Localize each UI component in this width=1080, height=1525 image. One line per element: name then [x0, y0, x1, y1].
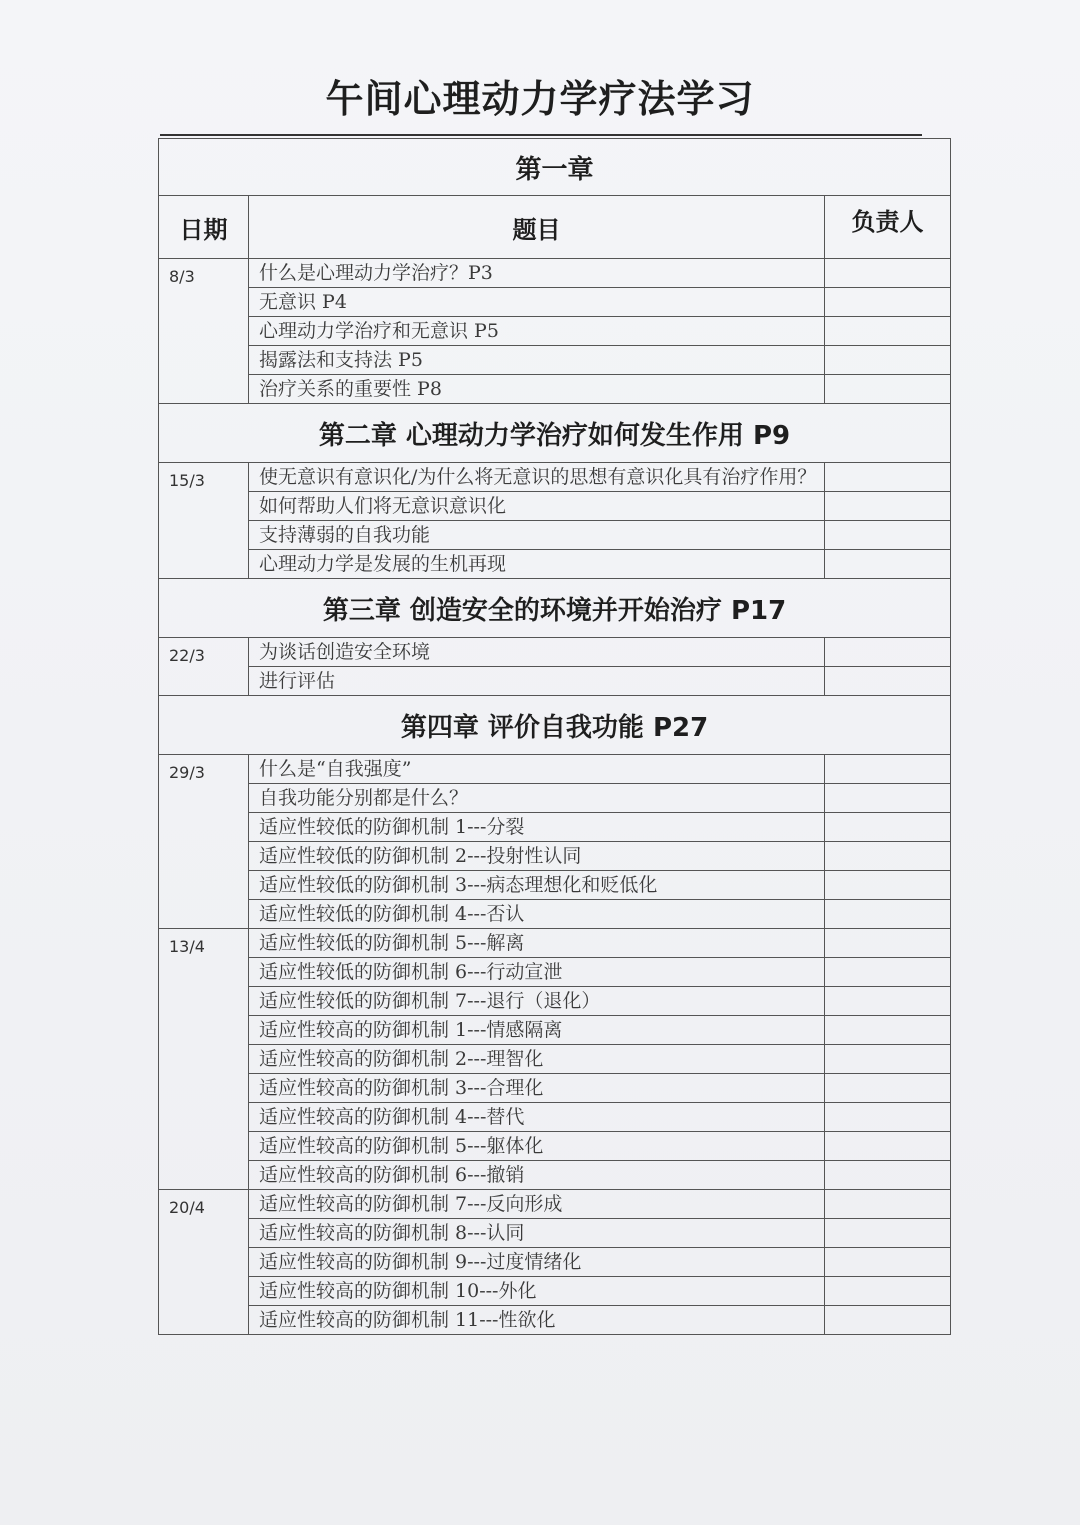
header-row	[159, 196, 951, 259]
topic-cell: 什么是“自我强度”	[249, 755, 825, 784]
topic-cell: 适应性较低的防御机制 4---否认	[249, 900, 825, 929]
topic-cell: 适应性较高的防御机制 9---过度情绪化	[249, 1248, 825, 1277]
table-row	[159, 987, 951, 1016]
chapter-title: 第一章	[159, 139, 951, 196]
topic-cell: 适应性较高的防御机制 7---反向形成	[249, 1190, 825, 1219]
session-date: 13/4	[159, 929, 249, 1190]
owner-cell[interactable]	[825, 784, 951, 813]
topic-cell: 适应性较高的防御机制 2---理智化	[249, 1045, 825, 1074]
topic-cell: 适应性较高的防御机制 6---撤销	[249, 1161, 825, 1190]
chapter-title: 第三章 创造安全的环境并开始治疗 P17	[159, 579, 951, 638]
owner-cell[interactable]	[825, 958, 951, 987]
topic-cell: 适应性较高的防御机制 3---合理化	[249, 1074, 825, 1103]
topic-cell: 如何帮助人们将无意识意识化	[249, 492, 825, 521]
owner-cell[interactable]	[825, 288, 951, 317]
owner-cell[interactable]	[825, 900, 951, 929]
table-row	[159, 463, 951, 492]
table-row	[159, 1074, 951, 1103]
owner-cell[interactable]	[825, 813, 951, 842]
session-date: 20/4	[159, 1190, 249, 1335]
topic-cell: 适应性较高的防御机制 5---躯体化	[249, 1132, 825, 1161]
owner-cell[interactable]	[825, 1016, 951, 1045]
owner-cell[interactable]	[825, 638, 951, 667]
chapter-row	[159, 139, 951, 196]
table-row	[159, 1161, 951, 1190]
table-row	[159, 667, 951, 696]
topic-cell: 适应性较低的防御机制 7---退行（退化）	[249, 987, 825, 1016]
table-row	[159, 317, 951, 346]
table-row	[159, 871, 951, 900]
table-row	[159, 929, 951, 958]
topic-cell: 无意识 P4	[249, 288, 825, 317]
topic-cell: 心理动力学是发展的生机再现	[249, 550, 825, 579]
table-row	[159, 784, 951, 813]
owner-cell[interactable]	[825, 1306, 951, 1335]
owner-cell[interactable]	[825, 1103, 951, 1132]
topic-cell: 适应性较高的防御机制 4---替代	[249, 1103, 825, 1132]
table-row	[159, 521, 951, 550]
table-row	[159, 259, 951, 288]
table-row	[159, 288, 951, 317]
owner-header: 负责人	[825, 196, 951, 259]
table-row	[159, 375, 951, 404]
table-row	[159, 1190, 951, 1219]
topic-cell: 自我功能分别都是什么？	[249, 784, 825, 813]
schedule-table	[158, 138, 951, 1335]
owner-cell[interactable]	[825, 317, 951, 346]
owner-cell[interactable]	[825, 1190, 951, 1219]
topic-cell: 适应性较低的防御机制 2---投射性认同	[249, 842, 825, 871]
table-row	[159, 842, 951, 871]
session-date: 22/3	[159, 638, 249, 696]
session-date: 8/3	[159, 259, 249, 404]
table-row	[159, 1016, 951, 1045]
table-row	[159, 755, 951, 784]
owner-cell[interactable]	[825, 375, 951, 404]
owner-cell[interactable]	[825, 259, 951, 288]
owner-cell[interactable]	[825, 1161, 951, 1190]
chapter-row	[159, 404, 951, 463]
owner-cell[interactable]	[825, 1248, 951, 1277]
topic-cell: 适应性较高的防御机制 11---性欲化	[249, 1306, 825, 1335]
table-row	[159, 958, 951, 987]
owner-cell[interactable]	[825, 1277, 951, 1306]
owner-cell[interactable]	[825, 987, 951, 1016]
topic-cell: 揭露法和支持法 P5	[249, 346, 825, 375]
table-row	[159, 492, 951, 521]
owner-cell[interactable]	[825, 667, 951, 696]
table-row	[159, 813, 951, 842]
topic-cell: 适应性较低的防御机制 1---分裂	[249, 813, 825, 842]
topic-cell: 治疗关系的重要性 P8	[249, 375, 825, 404]
owner-cell[interactable]	[825, 755, 951, 784]
topic-cell: 什么是心理动力学治疗？P3	[249, 259, 825, 288]
owner-cell[interactable]	[825, 1219, 951, 1248]
owner-cell[interactable]	[825, 871, 951, 900]
topic-cell: 适应性较低的防御机制 3---病态理想化和贬低化	[249, 871, 825, 900]
page-title: 午间心理动力学疗法学习	[325, 77, 755, 121]
date-header: 日期	[159, 196, 249, 259]
owner-cell[interactable]	[825, 1132, 951, 1161]
owner-cell[interactable]	[825, 1045, 951, 1074]
topic-header: 题目	[249, 196, 825, 259]
table-row	[159, 1132, 951, 1161]
table-row	[159, 900, 951, 929]
table-row	[159, 1103, 951, 1132]
table-row	[159, 346, 951, 375]
topic-cell: 适应性较高的防御机制 8---认同	[249, 1219, 825, 1248]
owner-cell[interactable]	[825, 1074, 951, 1103]
top-rule	[160, 134, 922, 136]
table-row	[159, 638, 951, 667]
table-row	[159, 550, 951, 579]
schedule-body	[159, 139, 951, 1335]
topic-cell: 为谈话创造安全环境	[249, 638, 825, 667]
owner-cell[interactable]	[825, 521, 951, 550]
topic-cell: 适应性较低的防御机制 6---行动宣泄	[249, 958, 825, 987]
chapter-title: 第四章 评价自我功能 P27	[159, 696, 951, 755]
chapter-title: 第二章 心理动力学治疗如何发生作用 P9	[159, 404, 951, 463]
chapter-row	[159, 696, 951, 755]
table-row	[159, 1219, 951, 1248]
session-date: 15/3	[159, 463, 249, 579]
topic-cell: 进行评估	[249, 667, 825, 696]
topic-cell: 使无意识有意识化/为什么将无意识的思想有意识化具有治疗作用？	[249, 463, 825, 492]
session-date: 29/3	[159, 755, 249, 929]
owner-cell[interactable]	[825, 842, 951, 871]
topic-cell: 适应性较低的防御机制 5---解离	[249, 929, 825, 958]
topic-cell: 心理动力学治疗和无意识 P5	[249, 317, 825, 346]
owner-cell[interactable]	[825, 550, 951, 579]
owner-cell[interactable]	[825, 929, 951, 958]
chapter-row	[159, 579, 951, 638]
table-row	[159, 1306, 951, 1335]
owner-cell[interactable]	[825, 492, 951, 521]
table-row	[159, 1045, 951, 1074]
owner-cell[interactable]	[825, 346, 951, 375]
table-row	[159, 1248, 951, 1277]
topic-cell: 适应性较高的防御机制 10---外化	[249, 1277, 825, 1306]
topic-cell: 支持薄弱的自我功能	[249, 521, 825, 550]
table-row	[159, 1277, 951, 1306]
topic-cell: 适应性较高的防御机制 1---情感隔离	[249, 1016, 825, 1045]
owner-cell[interactable]	[825, 463, 951, 492]
